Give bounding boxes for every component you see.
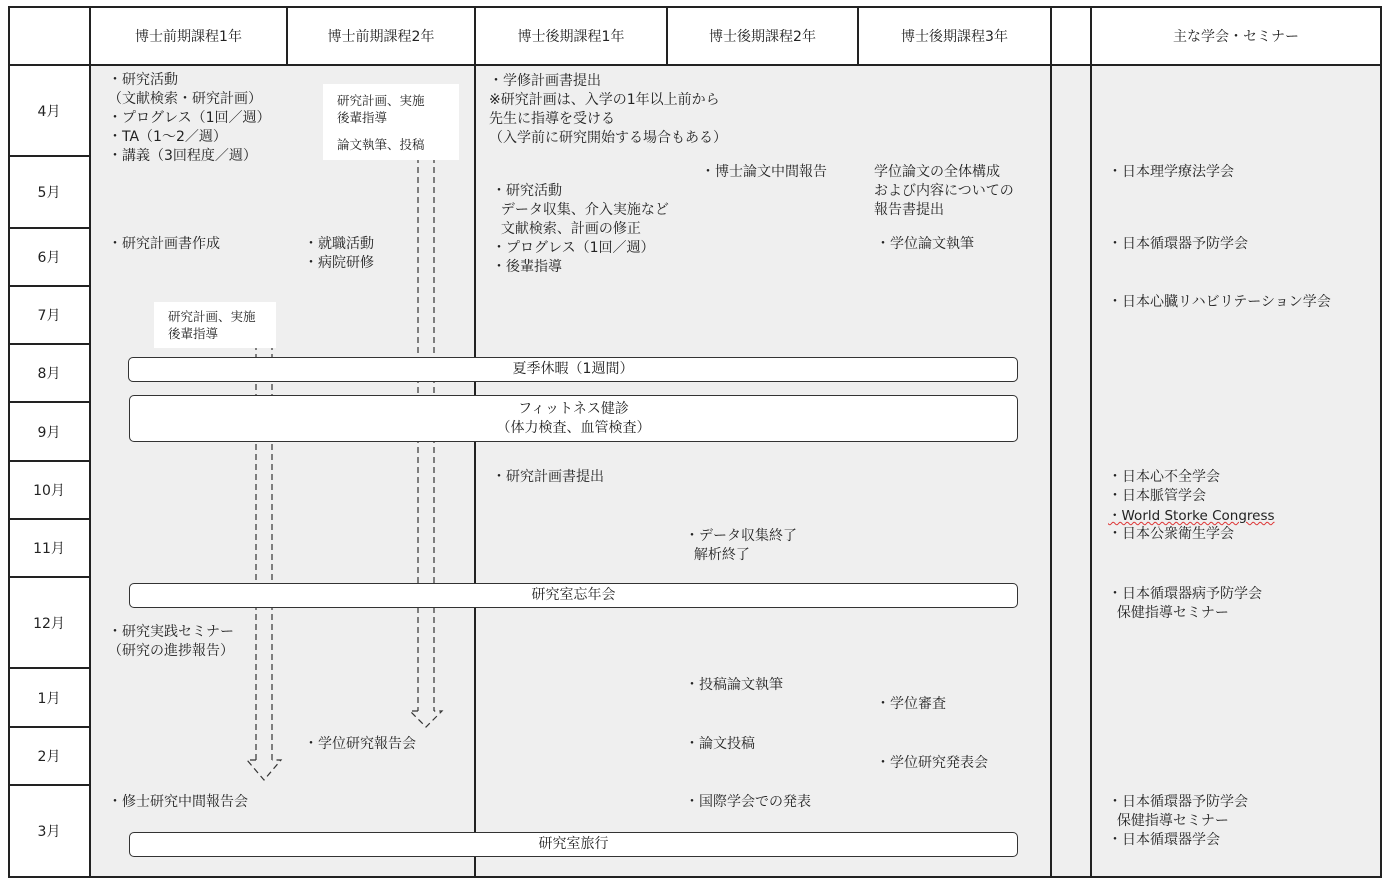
- header-bottom-border: [8, 64, 1382, 66]
- d1-may-activities: ・研究活動 データ収集、介入実施など 文献検索、計画の修正 ・プログレス（1回／週） ・後輩指導: [492, 183, 669, 275]
- d1-april-plan: ・学修計画書提出 ※研究計画は、入学の1年以上前から 先生に指導を受ける （入学前に研究開始する場合もある）: [489, 73, 727, 146]
- conf-june: ・日本循環器予防学会: [1108, 236, 1248, 252]
- month-label: 7月: [37, 308, 61, 324]
- month-label: 12月: [33, 615, 65, 632]
- conf-july: ・日本心臓リハビリテーション学会: [1108, 294, 1331, 310]
- d3-february-presentation: ・学位研究発表会: [876, 755, 988, 771]
- header-d3: 博士後期課程3年: [901, 29, 1008, 45]
- month-label: 2月: [37, 749, 61, 765]
- m2-april-note-2: 論文執筆、投稿: [337, 137, 425, 152]
- m1-april-activities: ・研究活動 （文献検索・研究計画） ・プログレス（1回／週） ・TA（1〜2／週） ・講義（3回程度／週）: [108, 72, 271, 164]
- m1-december-seminar: ・研究実践セミナー （研究の進捗報告）: [108, 624, 234, 659]
- d3-january-review: ・学位審査: [876, 696, 946, 712]
- d1-october-plan: ・研究計画書提出: [492, 469, 604, 485]
- d2-february-submission: ・論文投稿: [685, 736, 755, 752]
- d3-may-report: 学位論文の全体構成 および内容についての 報告書提出: [874, 164, 1014, 218]
- conf-october-4: ・日本公衆衛生学会: [1108, 526, 1234, 542]
- m1-june-plan: ・研究計画書作成: [108, 236, 220, 252]
- month-label: 4月: [37, 103, 61, 120]
- table-right-border: [1380, 6, 1382, 878]
- m2-february-report: ・学位研究報告会: [304, 736, 416, 752]
- conf-october-2: ・日本脈管学会: [1108, 488, 1206, 504]
- d2-march-presentation: ・国際学会での発表: [685, 794, 811, 810]
- conf-october-3: ・World Storke Congress: [1108, 508, 1275, 524]
- conf-december: ・日本循環器病予防学会 保健指導セミナー: [1108, 586, 1262, 621]
- m2-progress-arrow: [404, 155, 454, 733]
- conf-column-divider: [1090, 6, 1092, 878]
- header-d2: 博士後期課程2年: [709, 29, 816, 45]
- month-label: 1月: [37, 690, 61, 707]
- lab-trip-band: 研究室旅行: [129, 832, 1018, 857]
- month-label: 5月: [37, 185, 61, 201]
- header-m1: 博士前期課程1年: [135, 29, 242, 45]
- d2-january-writing: ・投稿論文執筆: [685, 677, 783, 693]
- table-bottom-border: [8, 876, 1382, 878]
- month-label: 11月: [33, 541, 65, 557]
- m1-july-note: 研究計画、実施 後輩指導: [154, 302, 276, 348]
- month-label: 8月: [37, 366, 61, 382]
- month-label: 6月: [37, 250, 61, 266]
- month-label: 3月: [37, 824, 61, 840]
- m2-april-note-1: 研究計画、実施 後輩指導: [337, 93, 425, 125]
- header-conferences: 主な学会・セミナー: [1173, 29, 1299, 45]
- conf-march: ・日本循環器予防学会 保健指導セミナー ・日本循環器学会: [1108, 794, 1248, 848]
- conf-october-1: ・日本心不全学会: [1108, 469, 1220, 485]
- m1-march-report: ・修士研究中間報告会: [108, 794, 248, 810]
- header-d1: 博士後期課程1年: [517, 29, 625, 45]
- conf-may: ・日本理学療法学会: [1108, 164, 1234, 180]
- d1-column-divider: [474, 6, 476, 878]
- d2-may-interim-report: ・博士論文中間報告: [701, 164, 827, 180]
- summer-vacation-band: 夏季休暇（1週間）: [128, 357, 1018, 382]
- d3-right-divider: [1050, 6, 1052, 878]
- month-label: 10月: [33, 483, 65, 499]
- month-label: 9月: [37, 424, 61, 441]
- m2-june-activities: ・就職活動 ・病院研修: [304, 236, 374, 271]
- d2-november-data: ・データ収集終了 解析終了: [685, 528, 797, 563]
- d3-june-writing: ・学位論文執筆: [876, 236, 974, 252]
- header-m2: 博士前期課程2年: [327, 29, 435, 45]
- year-end-party-band: 研究室忘年会: [129, 583, 1018, 608]
- fitness-check-band: フィットネス健診 （体力検査、血管検査）: [129, 395, 1018, 442]
